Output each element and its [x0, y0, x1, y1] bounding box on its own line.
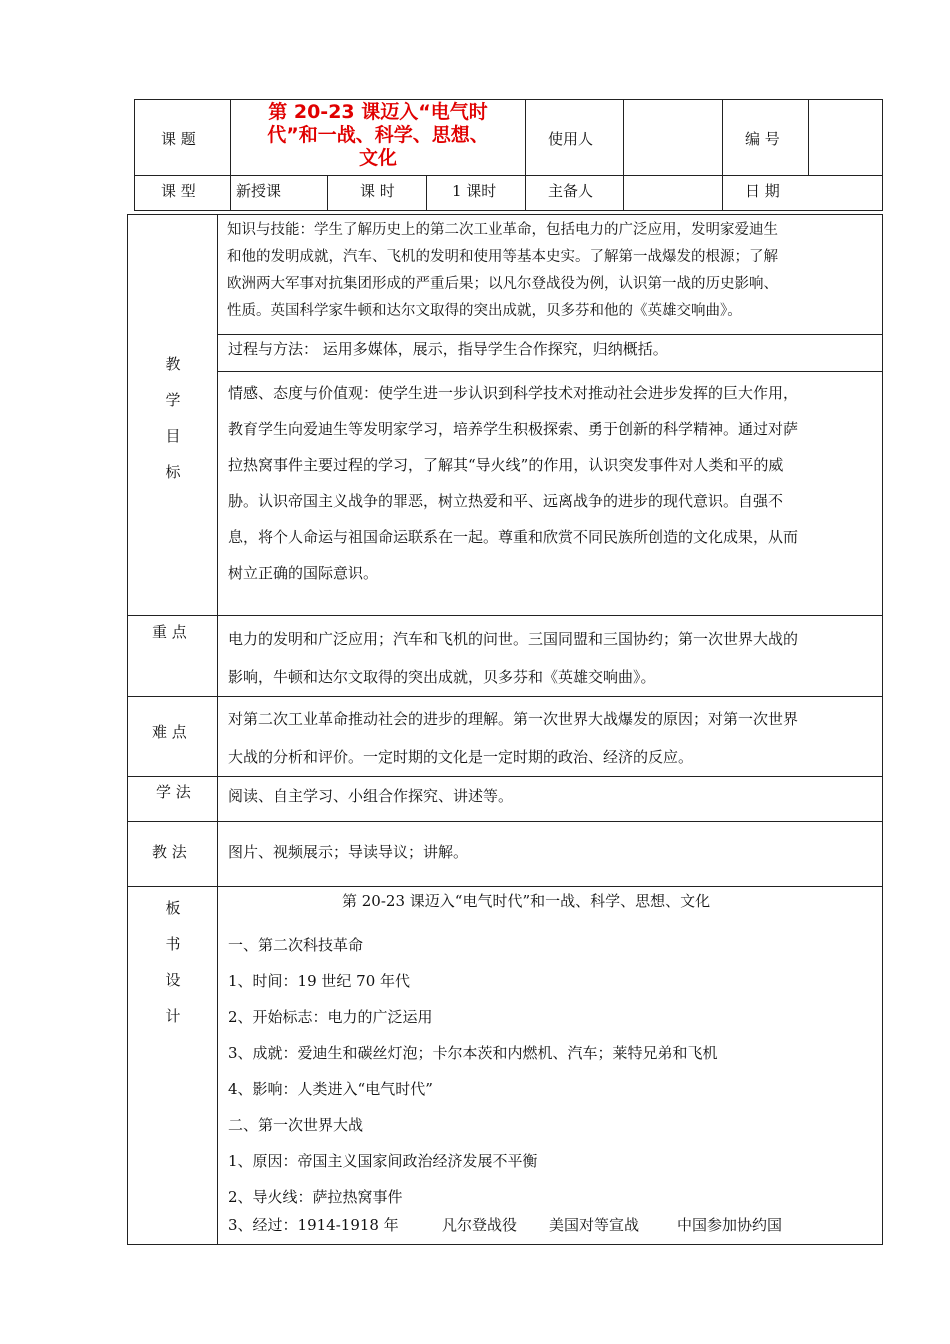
emotion-line: 拉热窝事件主要过程的学习，了解其“导火线”的作用，认识突发事件对人类和平的威	[228, 456, 784, 474]
goals-label-char: 学	[165, 391, 181, 409]
board-label	[160, 890, 186, 1034]
emotion-line: 胁。认识帝国主义战争的罪恶，树立热爱和平、远离战争的进步的现代意识。自强不	[228, 492, 784, 510]
type-value: 新授课	[236, 182, 282, 200]
board-label-char: 设	[165, 971, 181, 989]
knowledge-line: 性质。英国科学家牛顿和达尔文取得的突出成就，贝多芬和他的《英雄交响曲》。	[227, 303, 742, 319]
board-label-char: 计	[165, 1007, 181, 1025]
board-last-part: 3、经过：1914-1918 年	[228, 1216, 399, 1234]
board-line: 4、影响：人类进入“电气时代”	[228, 1080, 433, 1098]
difficulties-line: 大战的分析和评价。一定时期的文化是一定时期的政治、经济的反应。	[228, 748, 694, 766]
board-line: 2、导火线：萨拉热窝事件	[228, 1188, 403, 1206]
lesson-title-line: 第 20-23 课迈入“电气时	[268, 101, 488, 123]
board-line: 2、开始标志：电力的广泛运用	[228, 1008, 433, 1026]
difficulties-label: 难 点	[152, 723, 187, 741]
key-points-line: 电力的发明和广泛应用；汽车和飞机的问世。三国同盟和三国协约；第一次世界大战的	[228, 630, 799, 648]
preparer-label: 主备人	[548, 182, 594, 200]
board-title: 第 20-23 课迈入“电气时代”和一战、科学、思想、文化	[342, 892, 711, 910]
board-line: 1、时间：19 世纪 70 年代	[228, 972, 411, 990]
emotion-goal	[228, 375, 798, 591]
key-points-text	[228, 620, 798, 696]
topic-label: 课 题	[161, 130, 196, 148]
date-label: 日 期	[745, 182, 780, 200]
user-label: 使用人	[548, 130, 594, 148]
teach-method-text: 图片、视频展示；导读导议；讲解。	[228, 843, 469, 861]
hours-value: 1 课时	[452, 182, 497, 200]
study-method-text: 阅读、自主学习、小组合作探究、讲述等。	[228, 787, 514, 805]
board-line: 1、原因：帝国主义国家间政治经济发展不平衡	[228, 1152, 538, 1170]
board-last-part: 美国对等宣战	[549, 1216, 640, 1234]
board-line: 3、成就：爱迪生和碳丝灯泡；卡尔本茨和内燃机、汽车；莱特兄弟和飞机	[228, 1044, 718, 1062]
teach-method-label: 教 法	[152, 843, 187, 861]
process-goal: 过程与方法： 运用多媒体，展示，指导学生合作探究，归纳概括。	[228, 340, 668, 358]
emotion-line: 教育学生向爱迪生等发明家学习，培养学生积极探索、勇于创新的科学精神。通过对萨	[228, 420, 799, 438]
board-label-char: 板	[165, 899, 181, 917]
board-last-part: 凡尔登战役	[442, 1216, 518, 1234]
emotion-line: 息，将个人命运与祖国命运联系在一起。尊重和欣赏不同民族所创造的文化成果，从而	[228, 528, 799, 546]
board-line: 二、第一次世界大战	[228, 1116, 364, 1134]
knowledge-goal	[227, 217, 778, 325]
emotion-line: 树立正确的国际意识。	[228, 564, 379, 582]
study-method-label: 学 法	[156, 783, 191, 801]
board-last-part: 中国参加协约国	[677, 1216, 783, 1234]
knowledge-line: 知识与技能：学生了解历史上的第二次工业革命，包括电力的广泛应用，发明家爱迪生	[227, 222, 778, 238]
board-label-char: 书	[165, 935, 181, 953]
number-label: 编 号	[745, 130, 780, 148]
goals-label	[160, 346, 186, 490]
lesson-title-line: 文化	[358, 147, 397, 169]
goals-label-char: 教	[165, 355, 181, 373]
board-line: 一、第二次科技革命	[228, 936, 364, 954]
goals-label-char: 标	[165, 463, 181, 481]
lesson-title-line: 代”和一战、科学、思想、	[267, 124, 489, 146]
emotion-line: 情感、态度与价值观：使学生进一步认识到科学技术对推动社会进步发挥的巨大作用，	[228, 384, 799, 402]
key-points-line: 影响，牛顿和达尔文取得的突出成就，贝多芬和《英雄交响曲》。	[228, 668, 656, 686]
hours-label: 课 时	[360, 182, 395, 200]
key-points-label: 重 点	[152, 623, 187, 641]
goals-label-char: 目	[165, 427, 181, 445]
lesson-title	[232, 101, 524, 170]
difficulties-line: 对第二次工业革命推动社会的进步的理解。第一次世界大战爆发的原因；对第一次世界	[228, 710, 799, 728]
board-outline	[228, 927, 718, 1215]
knowledge-line: 和他的发明成就，汽车、飞机的发明和使用等基本史实。了解第一战爆发的根源；了解	[227, 249, 778, 265]
difficulties-text	[228, 700, 798, 776]
knowledge-line: 欧洲两大军事对抗集团形成的严重后果；以凡尔登战役为例，认识第一战的历史影响、	[227, 276, 778, 292]
type-label: 课 型	[161, 182, 196, 200]
